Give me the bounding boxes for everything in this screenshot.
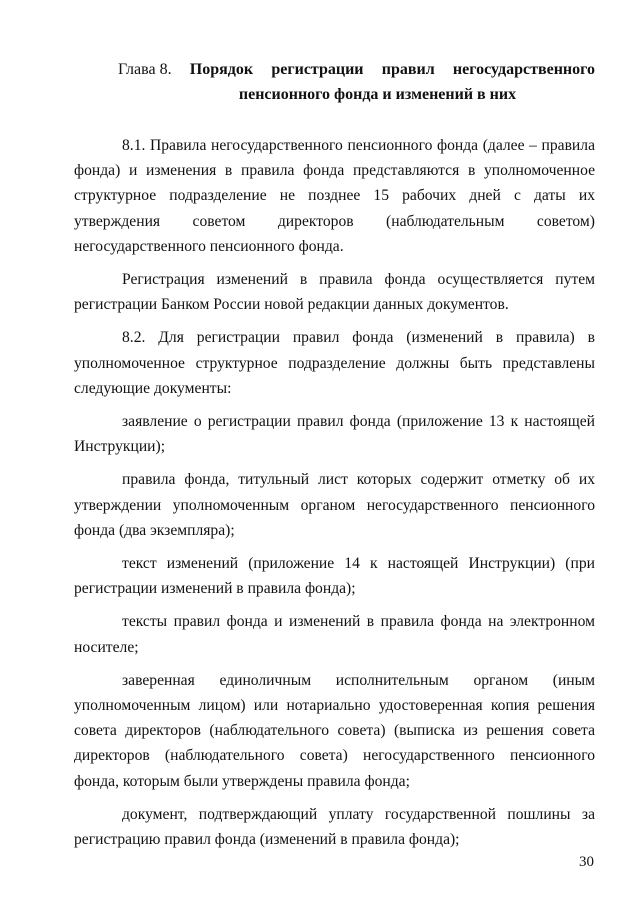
document-list-item: заверенная единоличным исполнительным органом (иным уполномоченным лицом) или нотариально удостоверенная копия решения совета директоров (наблюдательного совета) (выписка из решения совета директоров (наблюдательного совета) негосударственного пенсионного фонда, которым были утверждены правила фонда; xyxy=(74,671,595,790)
document-list-item: заявление о регистрации правил фонда (приложение 13 к настоящей Инструкции); xyxy=(74,413,595,456)
page-number: 30 xyxy=(579,854,594,870)
document-list-item: документ, подтверждающий уплату государственной пошлины за регистрацию правил фонда (изменений в правила фонда); xyxy=(74,805,595,849)
document-list-item: тексты правил фонда и изменений в правила фонда на электронном носителе; xyxy=(74,613,595,656)
paragraph-8-2: 8.2. Для регистрации правил фонда (изменений в правила) в уполномоченное структурное подразделение должны быть представлены следующие документы: xyxy=(74,329,595,397)
body-text xyxy=(74,133,595,852)
document-list-item: правила фонда, титульный лист которых содержит отметку об их утверждении уполномоченным органом негосударственного пенсионного фонда (два экземпляра); xyxy=(74,471,595,539)
paragraph-8-1: 8.1. Правила негосударственного пенсионного фонда (далее – правила фонда) и изменения в правила фонда представляются в уполномоченное структурное подразделение не позднее 15 рабочих дней с даты их утверждения советом директоров (наблюдательным советом) негосударственного пенсионного фонда. xyxy=(74,137,595,255)
chapter-title-word: регистрации xyxy=(271,61,364,78)
chapter-title-word: Порядок xyxy=(189,61,254,78)
document-list-item: текст изменений (приложение 14 к настоящей Инструкции) (при регистрации изменений в правила фонда); xyxy=(74,555,595,598)
chapter-number: Глава 8. xyxy=(118,61,172,78)
paragraph: Регистрация изменений в правила фонда осуществляется путем регистрации Банком России новой редакции данных документов. xyxy=(74,271,595,314)
chapter-heading-line-1 xyxy=(118,57,595,82)
chapter-title-word: правил xyxy=(381,61,435,78)
chapter-heading-line-2: пенсионного фонда и изменений в них xyxy=(238,86,517,103)
chapter-title-word: негосударственного xyxy=(452,61,595,78)
chapter-heading xyxy=(118,57,595,107)
